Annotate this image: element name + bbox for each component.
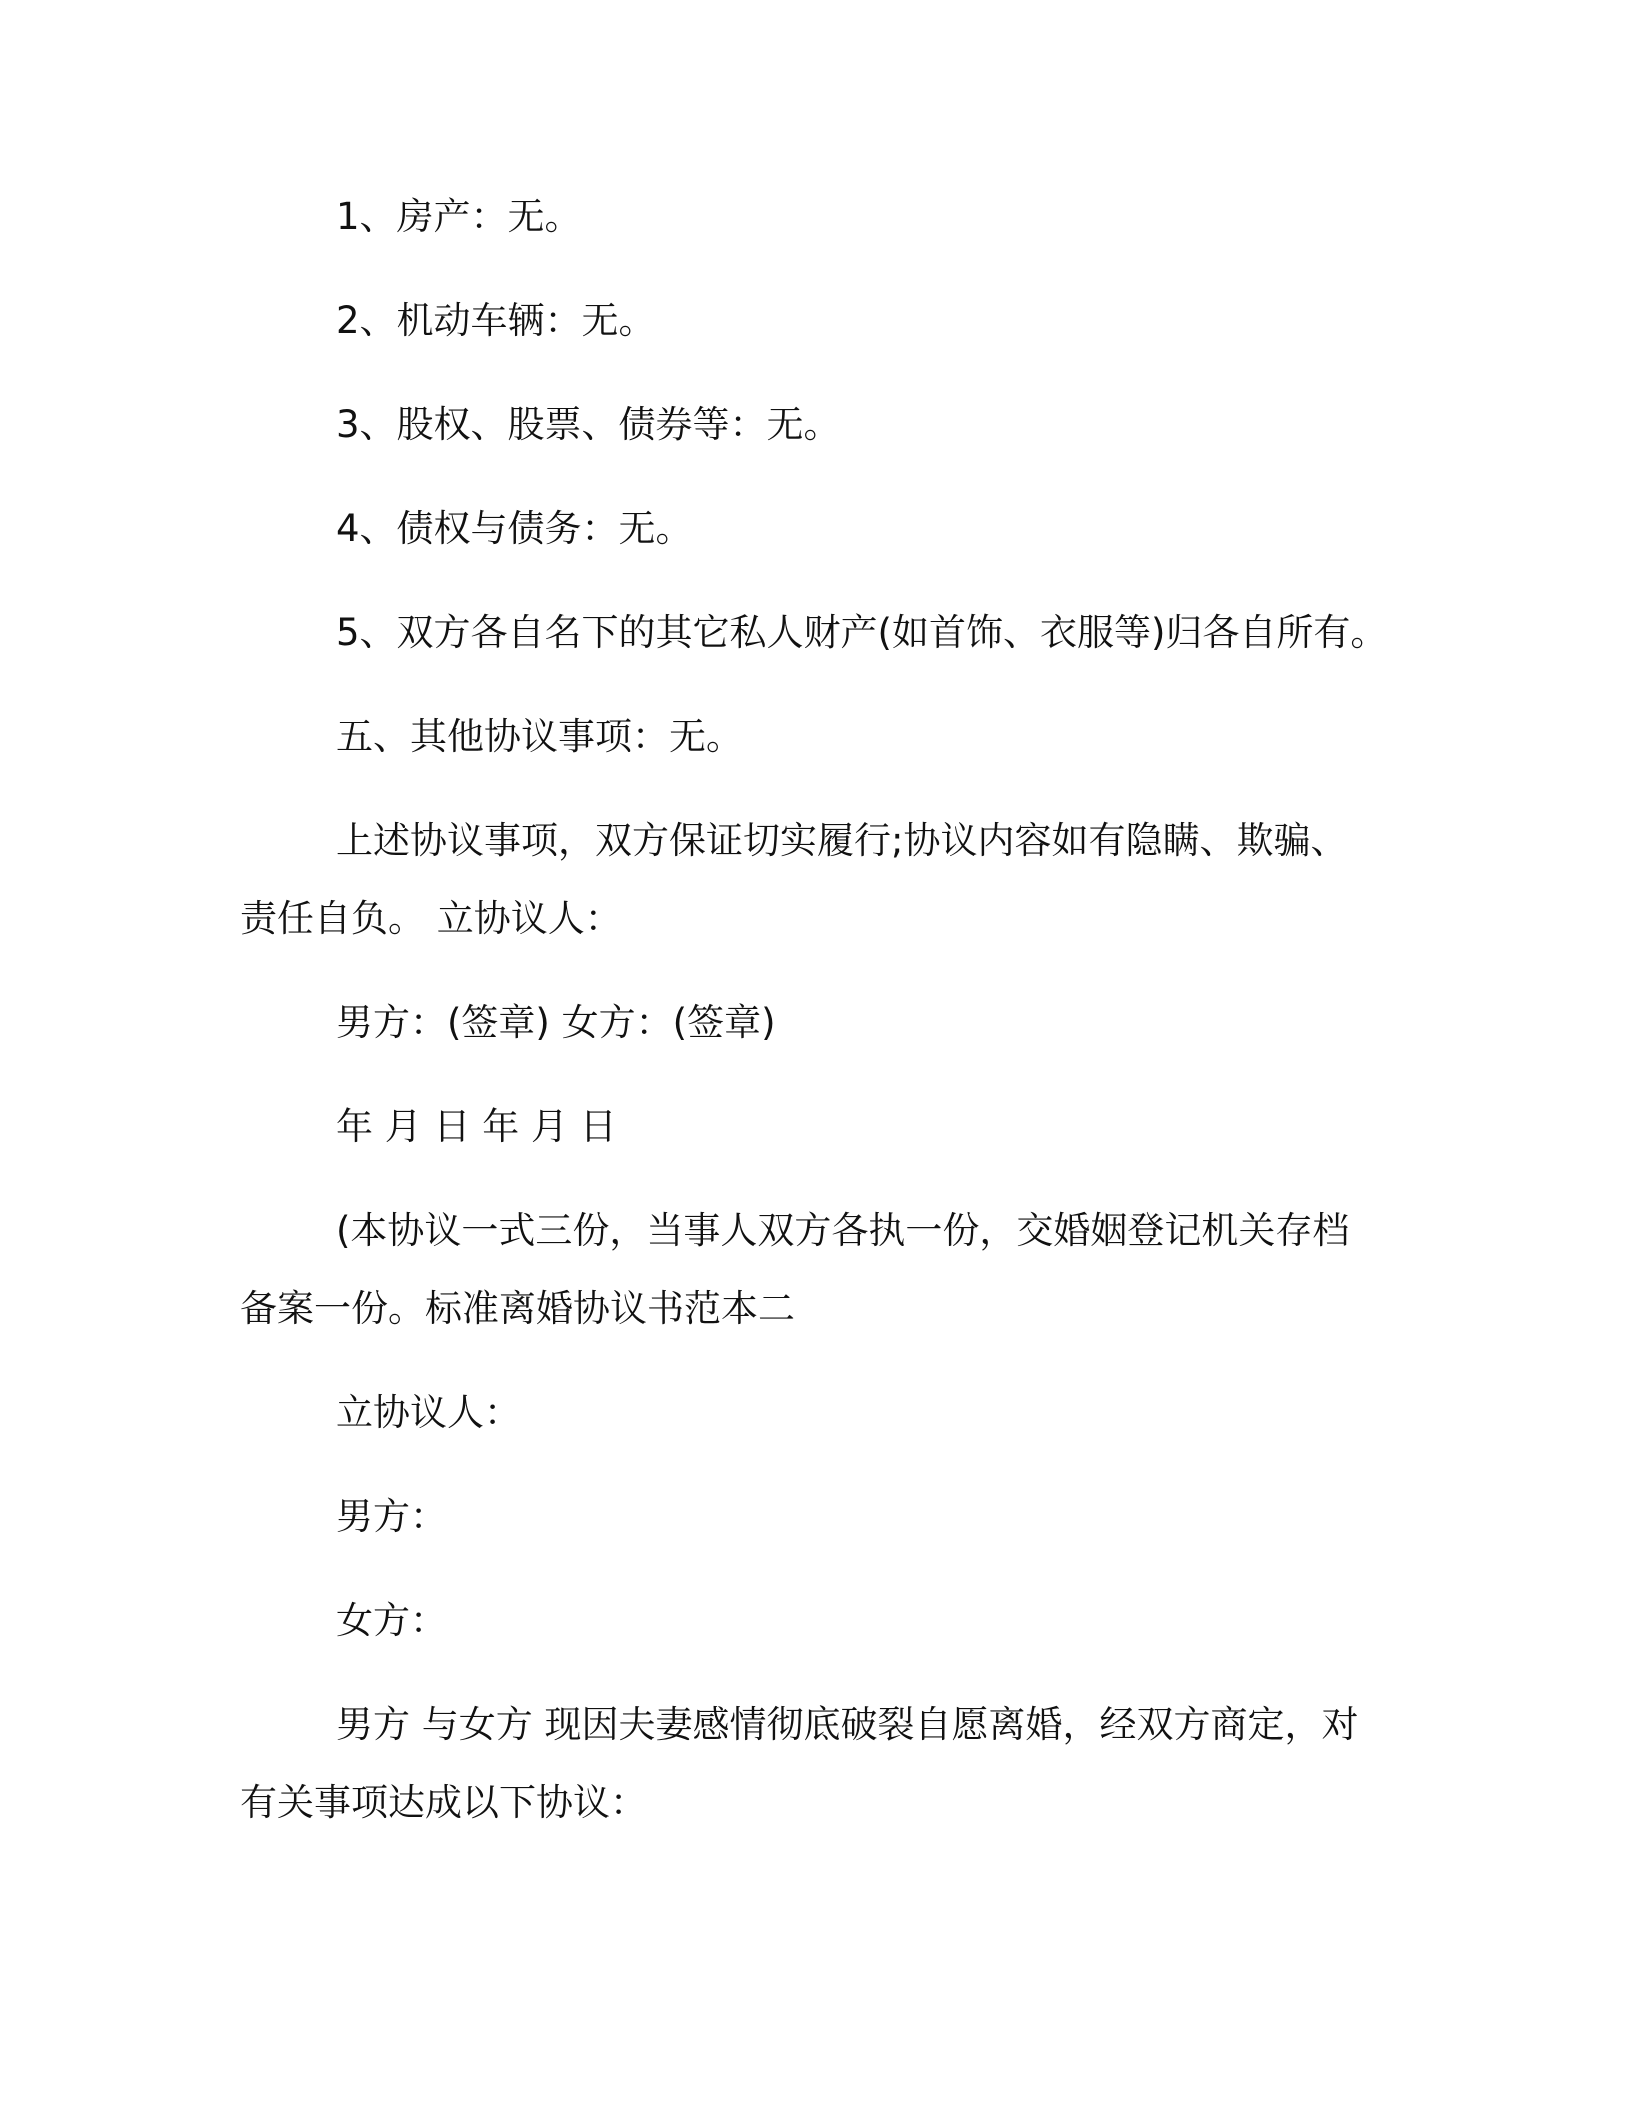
party-male: 男方： [336, 1495, 447, 1538]
parties-heading: 立协议人： [336, 1391, 521, 1434]
paragraph-guarantee [240, 802, 1390, 958]
paragraph-copies-note-line-2: 备案一份。标准离婚协议书范本二 [240, 1287, 795, 1330]
paragraph-agreement-intro [240, 1686, 1390, 1842]
paragraph-agreement-intro-line-2: 有关事项达成以下协议： [240, 1781, 647, 1824]
item-claims-debts: 4、债权与债务：无。 [336, 507, 693, 550]
item-vehicles: 2、机动车辆：无。 [336, 299, 656, 342]
paragraph-guarantee-line-1: 上述协议事项，双方保证切实履行;协议内容如有隐瞒、欺骗、 [336, 819, 1348, 862]
section-other-matters: 五、其他协议事项：无。 [336, 715, 743, 758]
signature-line: 男方：(签章) 女方：(签章) [336, 1001, 776, 1044]
item-property: 1、房产：无。 [336, 195, 582, 238]
date-line: 年 月 日 年 月 日 [336, 1105, 617, 1148]
party-female: 女方： [336, 1599, 447, 1642]
paragraph-guarantee-line-2: 责任自负。 立协议人： [240, 897, 622, 940]
item-personal-property: 5、双方各自名下的其它私人财产(如首饰、衣服等)归各自所有。 [336, 611, 1388, 654]
item-equity-stocks-bonds: 3、股权、股票、债券等：无。 [336, 403, 841, 446]
paragraph-agreement-intro-line-1: 男方 与女方 现因夫妻感情彻底破裂自愿离婚，经双方商定，对 [336, 1703, 1359, 1746]
paragraph-copies-note [240, 1192, 1390, 1348]
paragraph-copies-note-line-1: (本协议一式三份，当事人双方各执一份，交婚姻登记机关存档 [336, 1209, 1350, 1252]
